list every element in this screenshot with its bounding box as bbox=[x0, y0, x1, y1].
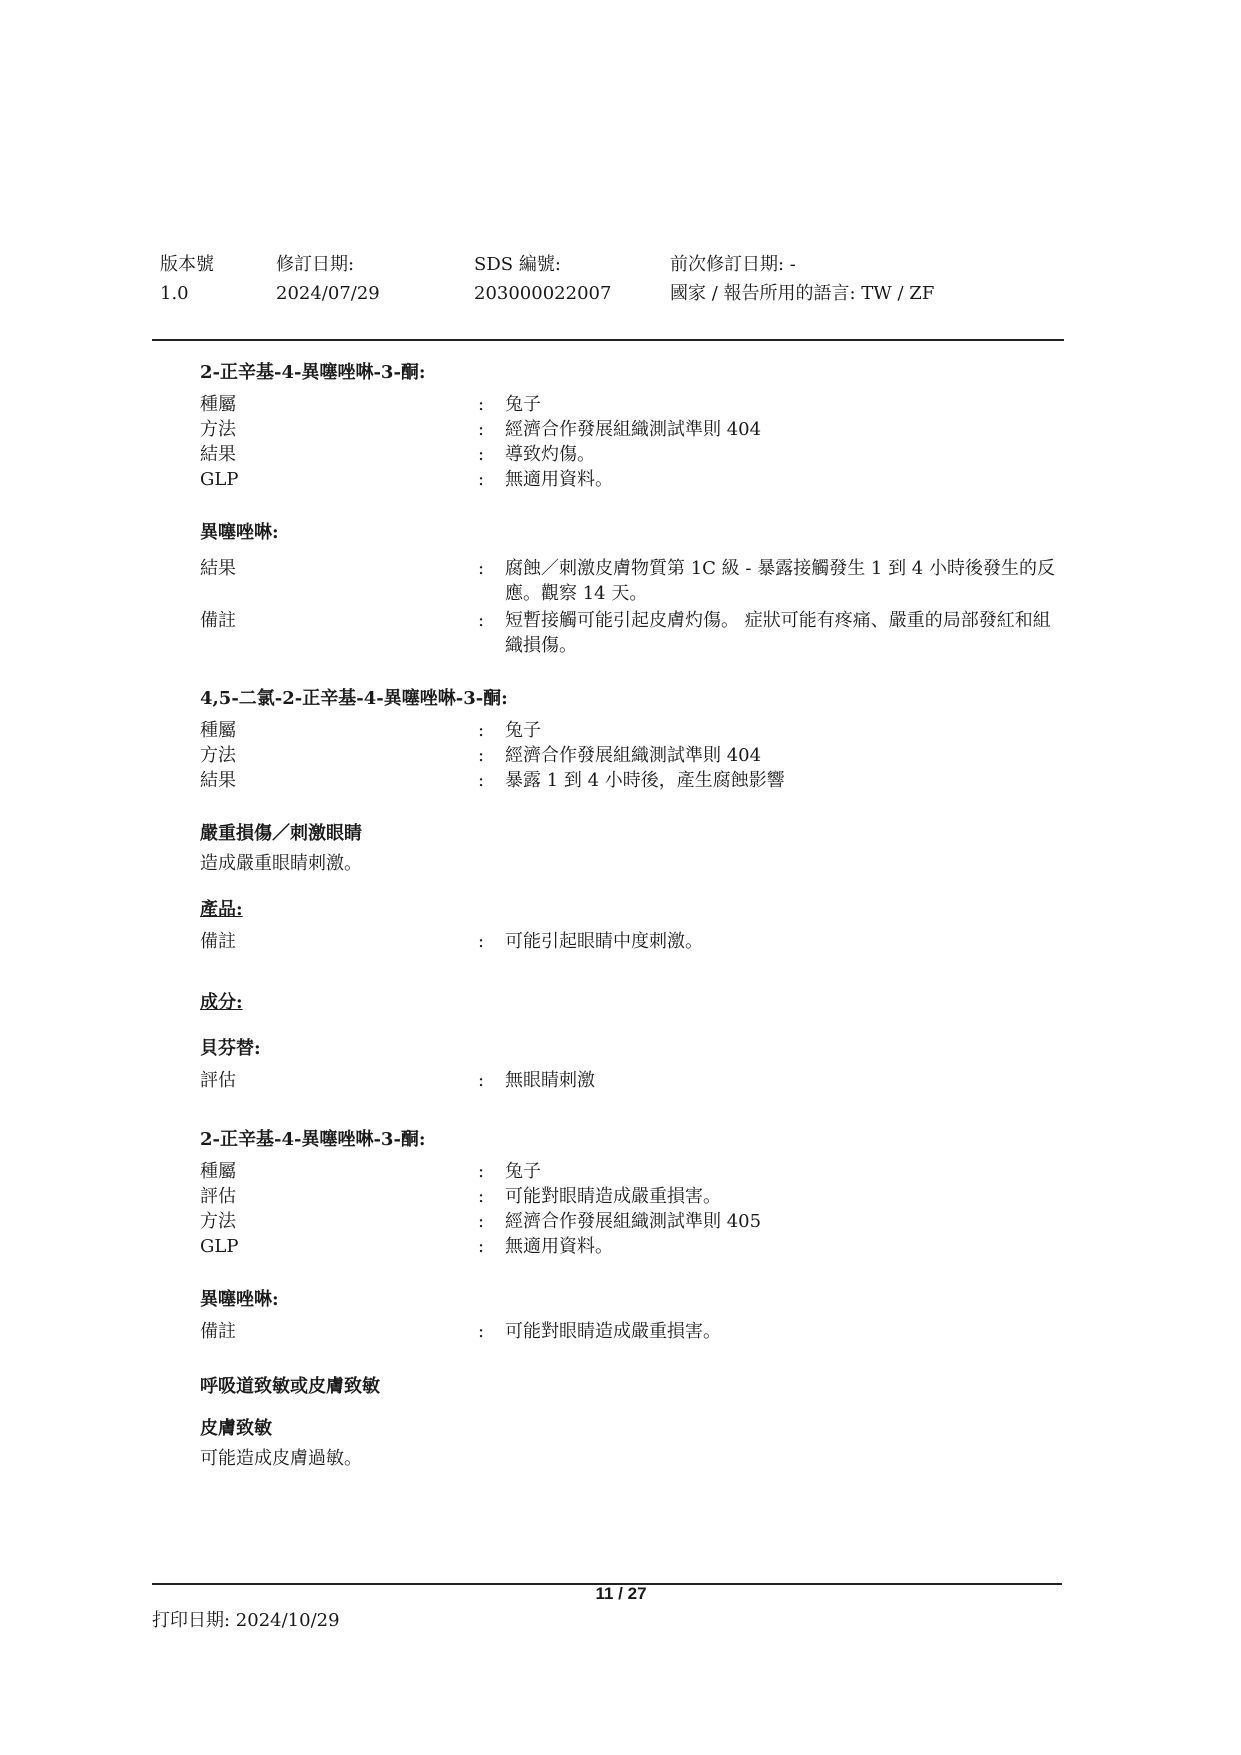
row-value: 兔子 bbox=[505, 720, 541, 741]
row-label: 方法 bbox=[200, 419, 236, 440]
data-row: 結果 : 導致灼傷。 bbox=[200, 442, 1060, 467]
revision-value: 2024/07/29 bbox=[276, 283, 380, 304]
country-language: 國家 / 報告所用的語言: TW / ZF bbox=[670, 283, 935, 304]
header-meta bbox=[670, 250, 934, 308]
data-row: 評估 : 可能對眼睛造成嚴重損害。 bbox=[200, 1184, 1060, 1209]
row-value: 經濟合作發展組織測試準則 404 bbox=[505, 745, 762, 766]
row-label: GLP bbox=[200, 469, 239, 490]
row-label: GLP bbox=[200, 1236, 239, 1257]
row-label: 結果 bbox=[200, 770, 236, 791]
data-row: GLP : 無適用資料。 bbox=[200, 467, 1060, 492]
section-title-isothiazolinone-eye: 異噻唑啉: bbox=[200, 1289, 279, 1310]
heading-skin-sensitization: 皮膚致敏 bbox=[200, 1418, 272, 1439]
row-value: 無適用資料。 bbox=[505, 469, 613, 490]
header-version bbox=[160, 250, 214, 308]
print-date: 打印日期: 2024/10/29 bbox=[152, 1610, 340, 1631]
section-title-carbendazim-eye: 貝芬替: bbox=[200, 1038, 261, 1059]
version-label: 版本號 bbox=[160, 254, 214, 275]
row-label: 評估 bbox=[200, 1070, 236, 1091]
row-label: 備註 bbox=[200, 610, 236, 631]
row-value: 經濟合作發展組織測試準則 405 bbox=[505, 1211, 762, 1232]
skin-sensitization-statement: 可能造成皮膚過敏。 bbox=[200, 1448, 362, 1469]
heading-sensitization: 呼吸道致敏或皮膚致敏 bbox=[200, 1376, 380, 1397]
heading-eye-damage: 嚴重損傷／刺激眼睛 bbox=[200, 823, 362, 844]
row-label: 結果 bbox=[200, 444, 236, 465]
data-row: 方法 : 經濟合作發展組織測試準則 405 bbox=[200, 1209, 1060, 1234]
header-revision bbox=[276, 250, 380, 308]
row-value: 經濟合作發展組織測試準則 404 bbox=[505, 419, 762, 440]
data-row: 備註 : 可能引起眼睛中度刺激。 bbox=[200, 929, 1060, 954]
row-value: 暴露 1 到 4 小時後，產生腐蝕影響 bbox=[505, 770, 785, 791]
sds-value: 203000022007 bbox=[474, 283, 612, 304]
header-sds bbox=[474, 250, 611, 308]
row-value: 腐蝕／刺激皮膚物質第 1C 級 - 暴露接觸發生 1 到 4 小時後發生的反應。觀察 14 天。 bbox=[505, 558, 1055, 604]
section-title-dcoit-skin: 4,5-二氯-2-正辛基-4-異噻唑啉-3-酮: bbox=[200, 688, 508, 709]
row-label: 種屬 bbox=[200, 720, 236, 741]
revision-label: 修訂日期: bbox=[276, 254, 355, 275]
row-value: 可能引起眼睛中度刺激。 bbox=[505, 931, 703, 952]
data-row: 評估 : 無眼睛刺激 bbox=[200, 1068, 1060, 1093]
row-value: 無眼睛刺激 bbox=[505, 1070, 595, 1091]
data-row: 種屬 : 兔子 bbox=[200, 1159, 1060, 1184]
sds-label: SDS 編號: bbox=[474, 254, 561, 275]
eye-damage-statement: 造成嚴重眼睛刺激。 bbox=[200, 853, 362, 874]
row-value: 短暫接觸可能引起皮膚灼傷。 症狀可能有疼痛、嚴重的局部發紅和組織損傷。 bbox=[505, 610, 1051, 656]
heading-product: 產品: bbox=[200, 899, 243, 920]
section-title-octylisothiazolinone-skin: 2-正辛基-4-異噻唑啉-3-酮: bbox=[200, 362, 426, 383]
row-label: 種屬 bbox=[200, 1161, 236, 1182]
data-row: 結果 : 腐蝕／刺激皮膚物質第 1C 級 - 暴露接觸發生 1 到 4 小時後發生的反應。觀察 14 天。 bbox=[200, 556, 1060, 606]
version-value: 1.0 bbox=[160, 283, 189, 304]
section-title-octylisothiazolinone-eye: 2-正辛基-4-異噻唑啉-3-酮: bbox=[200, 1129, 426, 1150]
row-label: 備註 bbox=[200, 931, 236, 952]
data-row: GLP : 無適用資料。 bbox=[200, 1234, 1060, 1259]
row-value: 兔子 bbox=[505, 1161, 541, 1182]
row-label: 方法 bbox=[200, 1211, 236, 1232]
document-body bbox=[200, 360, 1060, 1472]
row-label: 結果 bbox=[200, 558, 236, 579]
data-row: 結果 : 暴露 1 到 4 小時後，產生腐蝕影響 bbox=[200, 768, 1060, 793]
page-number: 11 / 27 bbox=[595, 1584, 647, 1603]
data-row: 種屬 : 兔子 bbox=[200, 392, 1060, 417]
data-row: 方法 : 經濟合作發展組織測試準則 404 bbox=[200, 417, 1060, 442]
header-divider bbox=[152, 339, 1064, 341]
row-label: 種屬 bbox=[200, 394, 236, 415]
row-label: 評估 bbox=[200, 1186, 236, 1207]
data-row: 備註 : 短暫接觸可能引起皮膚灼傷。 症狀可能有疼痛、嚴重的局部發紅和組織損傷。 bbox=[200, 608, 1060, 658]
row-value: 無適用資料。 bbox=[505, 1236, 613, 1257]
row-label: 備註 bbox=[200, 1321, 236, 1342]
data-row: 種屬 : 兔子 bbox=[200, 718, 1060, 743]
row-value: 兔子 bbox=[505, 394, 541, 415]
previous-revision: 前次修訂日期: - bbox=[670, 254, 796, 275]
row-value: 可能對眼睛造成嚴重損害。 bbox=[505, 1186, 721, 1207]
row-value: 可能對眼睛造成嚴重損害。 bbox=[505, 1321, 721, 1342]
section-title-isothiazolinone-skin: 異噻唑啉: bbox=[200, 522, 279, 543]
data-row: 備註 : 可能對眼睛造成嚴重損害。 bbox=[200, 1319, 1060, 1344]
data-row: 方法 : 經濟合作發展組織測試準則 404 bbox=[200, 743, 1060, 768]
row-label: 方法 bbox=[200, 745, 236, 766]
heading-components: 成分: bbox=[200, 992, 243, 1013]
row-value: 導致灼傷。 bbox=[505, 444, 595, 465]
